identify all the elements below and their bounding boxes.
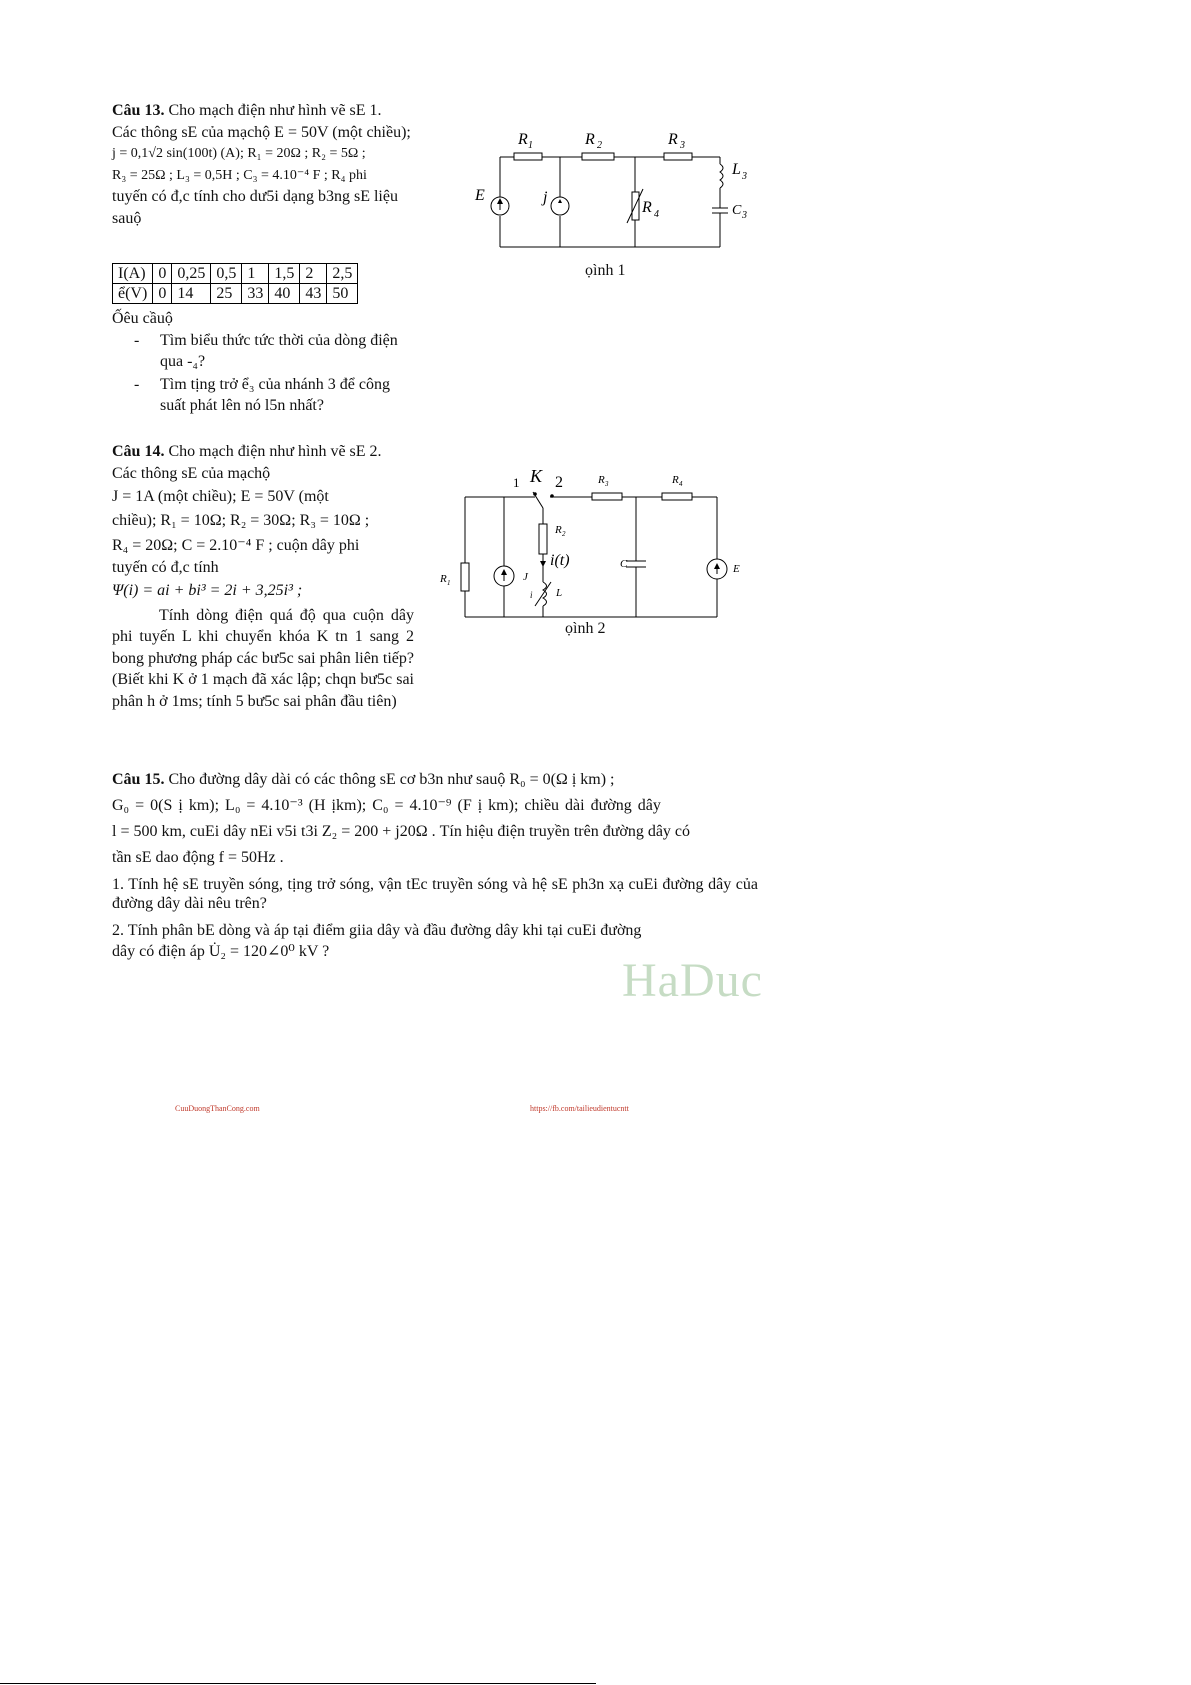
label-R1: R	[440, 573, 447, 585]
circuit-figure-2	[430, 466, 740, 630]
q14-text	[112, 441, 414, 712]
label-K: K	[530, 466, 543, 486]
label-L3: L	[732, 161, 741, 178]
q13-requirements-list	[112, 330, 452, 416]
label-E: E	[475, 187, 485, 204]
q15-line3: l = 500 km, cuEi dây nEi v5i t3i Z₂ = 200 + j20Ω . Tín hiệu điện truyền trên đường dây có	[112, 823, 691, 840]
circuit-figure-1	[470, 122, 770, 272]
q13-text	[112, 100, 452, 229]
bottom-rule	[0, 1683, 596, 1684]
q13-line2: Các thông sE của mạchộ E = 50V (một chiều);	[112, 123, 411, 141]
q14-line7: Ψ(i) = ai + bi³ = 2i + 3,25i³ ;	[112, 582, 303, 599]
switch-position-2: 2	[555, 474, 563, 491]
table-row: ể(V) 0 14 25 33 40 43 50	[113, 284, 358, 304]
label-it: i(t)	[550, 552, 570, 569]
q15-item2a: 2. Tính phân bE dòng và áp tại điểm giia dây và đầu đường dây khi tại cuEi đường	[112, 922, 642, 939]
q15-line4: tần sE dao động f = 50Hz .	[112, 849, 284, 866]
table-row: I(A) 0 0,25 0,5 1 1,5 2 2,5	[113, 264, 358, 284]
q15-lead: Câu 15.	[112, 771, 165, 788]
label-J: J	[523, 571, 528, 583]
label-R4: R	[672, 474, 679, 486]
svg-text:3: 3	[605, 480, 609, 488]
label-E: E	[733, 563, 740, 575]
label-C: C	[620, 558, 628, 570]
q15-item1: 1. Tính hệ sE truyền sóng, tịng trở sóng, vận tEc truyền sóng và hệ sE ph3n xạ cuEi đường dây của đường dây dài nêu trên?	[112, 876, 758, 912]
q13-line3: j = 0,1√2 sin(100t) (A); R₁ = 20Ω ; R₂ = 5Ω ;	[112, 146, 366, 161]
label-R3: R	[668, 131, 678, 148]
label-R2: R	[585, 131, 595, 148]
switch-position-1: 1	[513, 475, 520, 490]
label-R1: R	[518, 131, 528, 148]
q13-line5: tuyến có đ,c tính cho dư5i dạng b3ng sE liệu	[112, 188, 398, 205]
q15-item2b: dây có điện áp U̇₂ = 120∠0⁰ kV ?	[112, 943, 330, 960]
q13-data-table	[112, 263, 358, 304]
q14-paragraph: Tính dòng điện quá độ qua cuộn dây phi tuyến L khi chuyển khóa K tn 1 sang 2 bong phương pháp các bư5c sai phân liên tiếp? (Biết khi K ở 1 mạch đã xác lập; chqn bư5c sai phân h ở 1ms; tính 5 bư5c sai phân đầu tiên)	[112, 606, 414, 710]
svg-text:1: 1	[447, 579, 451, 587]
svg-text:1: 1	[528, 140, 533, 151]
svg-text:3: 3	[742, 171, 747, 182]
q14-line3: J = 1A (một chiều); E = 50V (một	[112, 488, 329, 505]
svg-text:2: 2	[597, 140, 602, 151]
svg-text:3: 3	[742, 210, 747, 221]
figure-1-caption: ọình 1	[585, 262, 626, 279]
svg-text:2: 2	[562, 530, 566, 538]
footer-left-link[interactable]: CuuDuongThanCong.com	[175, 1104, 260, 1113]
q14-line6: tuyến có đ,c tính	[112, 558, 219, 576]
svg-text:4: 4	[654, 209, 659, 220]
list-item: - Tìm biểu thức tức thời của dòng điện qua -₄?	[134, 332, 398, 370]
label-j: j	[543, 189, 548, 206]
q15-text	[112, 767, 758, 964]
label-R4: R	[642, 199, 652, 216]
svg-text:4: 4	[679, 480, 683, 488]
q13-requirement-label: Ốêu cầuộ	[112, 310, 173, 327]
q15-line2: G₀ = 0(S ị km); L₀ = 4.10⁻³ (H ịkm); C₀ = 4.10⁻⁹ (F ị km); chiều dài đường dây	[112, 797, 661, 814]
label-L: L	[556, 587, 563, 599]
figure-2-caption: ọình 2	[565, 620, 606, 637]
q13-line6: sauộ	[112, 209, 142, 227]
q14-line2: Các thông sE của mạchộ	[112, 464, 271, 482]
svg-text:3: 3	[680, 140, 685, 151]
list-item: - Tìm tịng trở ể₃ của nhánh 3 để công suất phát lên nó l5n nhất?	[134, 376, 390, 414]
q13-line4: R₃ = 25Ω ; L₃ = 0,5H ; C₃ = 4.10⁻⁴ F ; R₄ phi	[112, 167, 367, 183]
label-R2: R	[555, 524, 562, 536]
footer-right-link[interactable]: https://fb.com/tailieudientucntt	[530, 1104, 629, 1113]
q14-line4: chiều); R₁ = 10Ω; R₂ = 30Ω; R₃ = 10Ω ;	[112, 511, 370, 529]
watermark: HaDuc	[622, 954, 763, 1007]
q14-line5: R₄ = 20Ω; C = 2.10⁻⁴ F ; cuộn dây phi	[112, 537, 360, 554]
label-i: i	[530, 590, 533, 600]
q14-line1: Câu 14. Cho mạch điện như hình vẽ sE 2.	[112, 443, 382, 460]
label-R3: R	[598, 474, 605, 486]
q13-lead: Câu 13.	[112, 102, 165, 119]
q15-line1: Câu 15. Cho đường dây dài có các thông sE cơ b3n như sauộ R₀ = 0(Ω ị km) ;	[112, 771, 615, 788]
q14-lead: Câu 14.	[112, 443, 165, 460]
q13-line1: Câu 13. Cho mạch điện như hình vẽ sE 1.	[112, 102, 382, 119]
label-C3: C	[732, 203, 742, 218]
